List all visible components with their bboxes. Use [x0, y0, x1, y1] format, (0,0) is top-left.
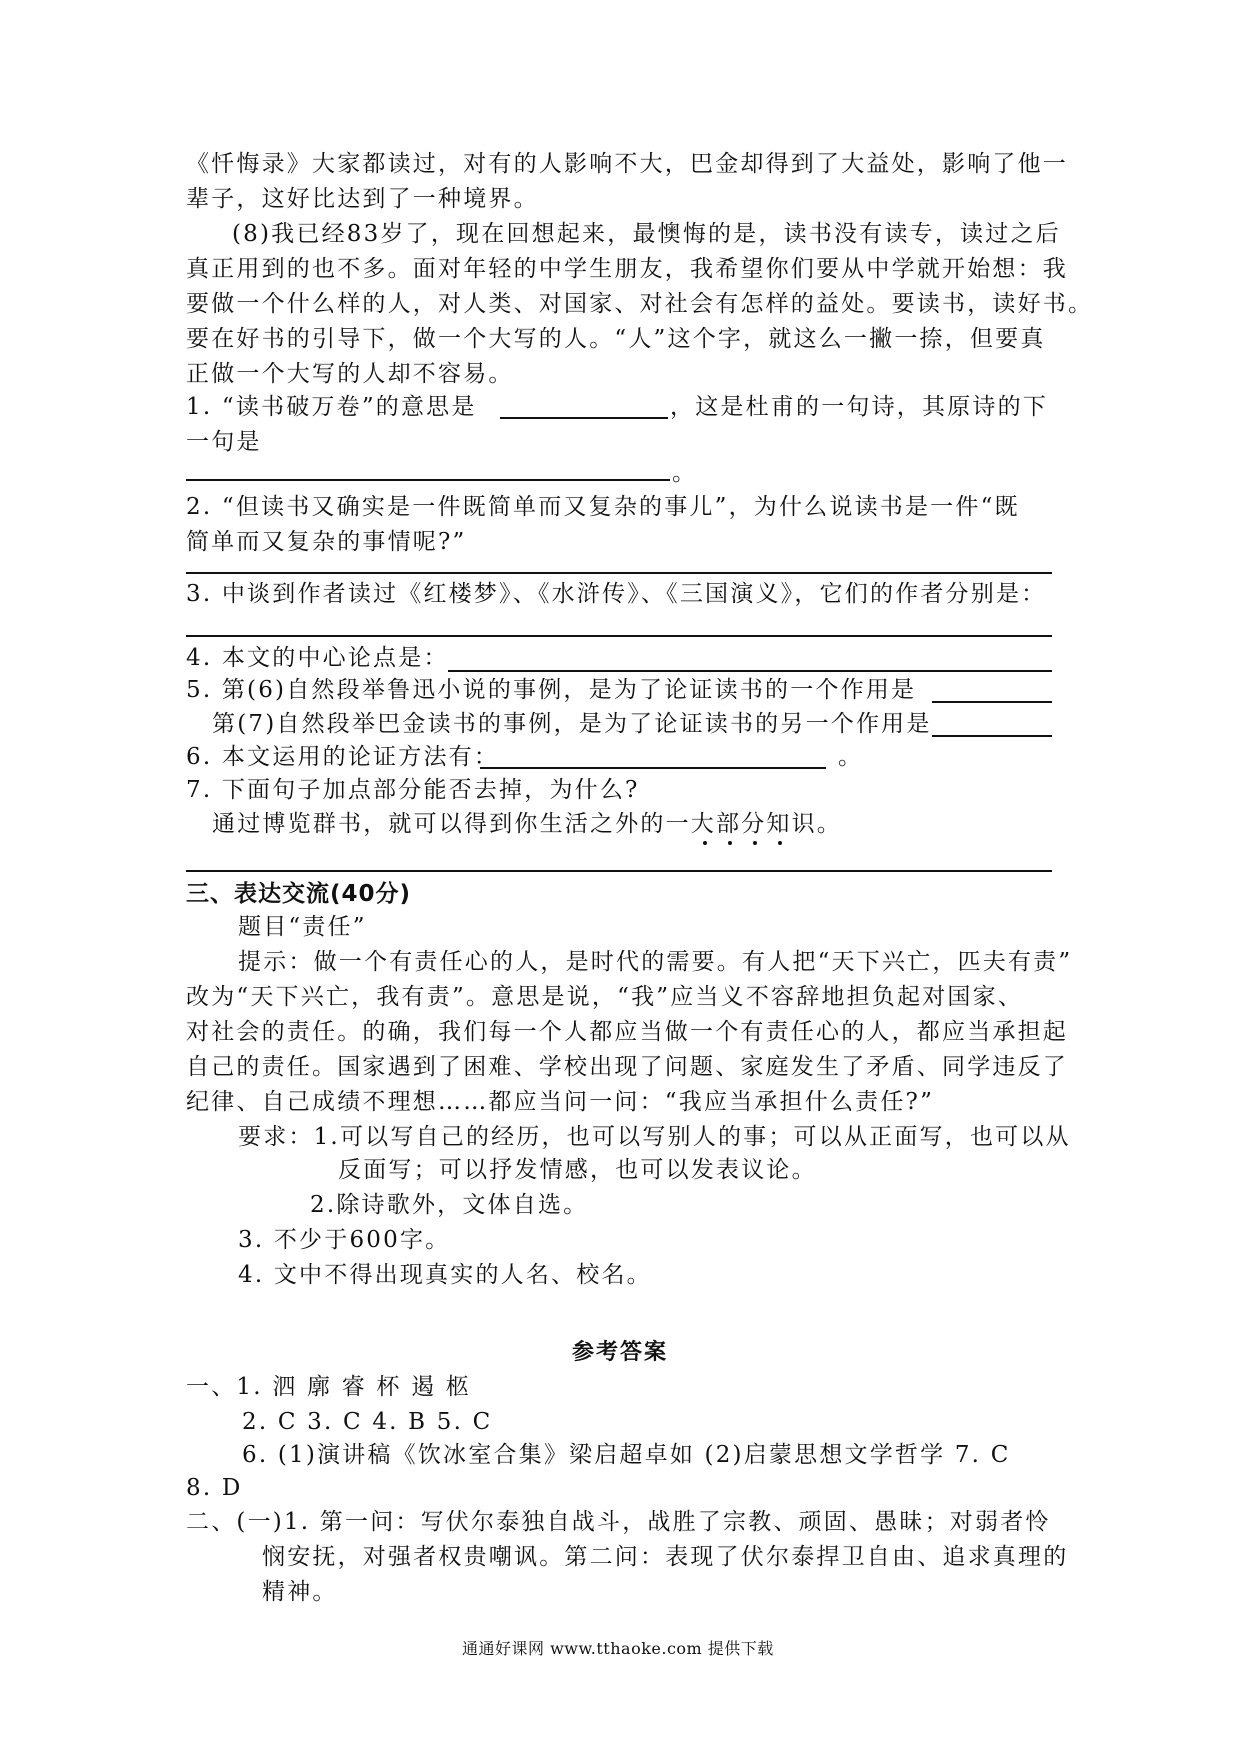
emphasis-dot [703, 841, 707, 845]
hint-line: 纪律、自己成绩不理想……都应当问一问：“我应当承担什么责任?” [186, 1089, 935, 1115]
answer-line[interactable] [186, 870, 1052, 872]
answer-line[interactable] [186, 572, 1052, 574]
answer-line-text: 8. D [186, 1475, 243, 1501]
answer-blank[interactable] [480, 767, 826, 769]
answer-blank[interactable] [932, 735, 1052, 737]
hint-line: 对社会的责任。的确，我们每一个人都应当做一个有责任心的人，都应当承担起 [186, 1019, 1068, 1045]
question-4-text: 4. 本文的中心论点是： [186, 645, 449, 671]
question-1-end: 。 [672, 460, 698, 486]
question-7-text: 7. 下面句子加点部分能否去掉，为什么? [186, 777, 640, 803]
answer-line-text: 一、1. 泗 廓 睿 杯 遏 柩 [186, 1374, 472, 1400]
page-footer: 通通好课网 www.tthaoke.com 提供下载 [462, 1639, 774, 1658]
requirement-line: 2.除诗歌外，文体自选。 [310, 1192, 589, 1218]
passage-line: (8)我已经83岁了，现在回想起来，最懊悔的是，读书没有读专，读过之后 [232, 221, 1061, 247]
question-1-text: 一句是 [186, 429, 262, 455]
emphasis-dot [728, 841, 732, 845]
answer-line-text: 2. C 3. C 4. B 5. C [242, 1409, 493, 1435]
question-2-text: 简单而又复杂的事情呢?” [186, 529, 467, 555]
answer-blank[interactable] [500, 417, 668, 419]
passage-line: 正做一个大写的人却不容易。 [186, 361, 514, 387]
question-5-text: 5. 第(6)自然段举鲁迅小说的事例，是为了论证读书的一个作用是 [186, 677, 917, 703]
answer-line-text: 悯安抚，对强者权贵嘲讽。第二问：表现了伏尔泰捍卫自由、追求真理的 [262, 1544, 1069, 1570]
answer-line[interactable] [448, 670, 1052, 672]
passage-line: 要做一个什么样的人，对人类、对国家、对社会有怎样的益处。要读书，读好书。 [186, 291, 1094, 317]
passage-line: 辈子，这好比达到了一种境界。 [186, 186, 539, 212]
answer-blank[interactable] [932, 701, 1052, 703]
answers-heading: 参考答案 [571, 1340, 668, 1365]
hint-line: 改为“天下兴亡，我有责”。意思是说，“我”应当义不容辞地担负起对国家、 [186, 984, 1024, 1010]
question-6-text: 6. 本文运用的论证方法有： [186, 744, 500, 770]
emphasis-dot [753, 841, 757, 845]
hint-line: 提示：做一个有责任心的人，是时代的需要。有人把“天下兴亡，匹夫有责” [238, 949, 1073, 975]
passage-line: 真正用到的也不多。面对年轻的中学生朋友，我希望你们要从中学就开始想：我 [186, 256, 1068, 282]
passage-line: 《忏悔录》大家都读过，对有的人影响不大，巴金却得到了大益处，影响了他一 [186, 151, 1068, 177]
question-2-text: 2. “但读书又确实是一件既简单而又复杂的事儿”，为什么说读书是一件“既 [186, 494, 1020, 520]
requirement-line: 4. 文中不得出现真实的人名、校名。 [238, 1262, 652, 1288]
requirement-line: 反面写；可以抒发情感，也可以发表议论。 [338, 1157, 817, 1183]
answer-line-text: 精神。 [262, 1579, 338, 1605]
answer-blank[interactable] [186, 479, 670, 481]
essay-title: 题目“责任” [238, 914, 367, 940]
answer-line[interactable] [186, 635, 1052, 637]
passage-line: 要在好书的引导下，做一个大写的人。“人”这个字，就这么一撇一捺，但要真 [186, 326, 1046, 352]
question-1-text: 1. “读书破万卷”的意思是 [186, 394, 477, 420]
emphasis-dot [778, 841, 782, 845]
hint-line: 自己的责任。国家遇到了困难、学校出现了问题、家庭发生了矛盾、同学违反了 [186, 1054, 1068, 1080]
question-7-sentence: 通过博览群书，就可以得到你生活之外的一大部分知识。 [212, 811, 842, 837]
question-3-text: 3. 中谈到作者读过《红楼梦》、《水浒传》、《三国演义》，它们的作者分别是： [186, 581, 1047, 607]
requirement-line: 要求：1.可以写自己的经历，也可以写别人的事；可以从正面写，也可以从 [238, 1124, 1071, 1150]
question-6-end: 。 [838, 744, 864, 770]
answer-line-text: 二、(一)1. 第一问：写伏尔泰独自战斗，战胜了宗教、顽固、愚昧；对弱者怜 [186, 1509, 1051, 1535]
section-3-heading: 三、表达交流(40分) [186, 881, 412, 907]
question-5-text: 第(7)自然段举巴金读书的事例，是为了论证读书的另一个作用是 [212, 711, 932, 737]
answer-line-text: 6. (1)演讲稿《饮冰室合集》梁启超卓如 (2)启蒙思想文学哲学 7. C [242, 1442, 1011, 1468]
question-1-text: ，这是杜甫的一句诗，其原诗的下 [670, 394, 1048, 420]
requirement-line: 3. 不少于600字。 [238, 1227, 451, 1253]
